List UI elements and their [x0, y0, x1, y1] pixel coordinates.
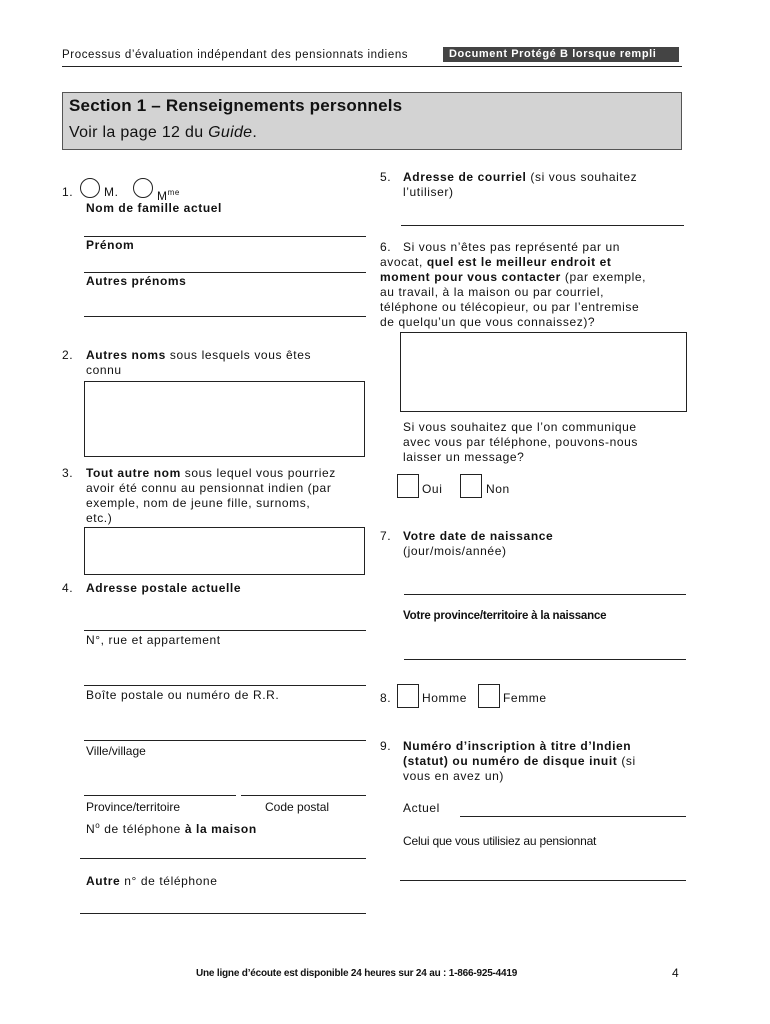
contact-preference-box[interactable] [400, 332, 687, 412]
q2-label-line2: connu [86, 363, 122, 377]
email-field[interactable] [401, 225, 684, 226]
q9-number: 9. [380, 739, 392, 753]
q5-label-line2: l’utiliser) [403, 185, 454, 199]
q6-line2: avocat, quel est le meilleur endroit et [380, 255, 612, 269]
checkbox-female[interactable] [478, 684, 500, 708]
q3-label-line3: exemple, nom de jeune fille, surnoms, [86, 496, 311, 510]
q3-number: 3. [62, 466, 74, 480]
postal-code-label: Code postal [265, 800, 330, 814]
q7-label: Votre date de naissance [403, 529, 554, 543]
q9-line1: Numéro d’inscription à titre d’Indien [403, 739, 632, 753]
birth-province-field[interactable] [404, 659, 686, 660]
q9-line2: (statut) ou numéro de disque inuit (si [403, 754, 636, 768]
postal-code-field[interactable] [241, 795, 366, 796]
q3-label-line2: avoir été connu au pensionnat indien (par [86, 481, 332, 495]
other-first-names-field[interactable] [84, 316, 366, 317]
radio-mrs[interactable] [133, 178, 153, 198]
street-field[interactable] [84, 630, 366, 631]
message-question-line1: Si vous souhaitez que l’on communique [403, 420, 637, 434]
other-phone-field[interactable] [80, 913, 366, 914]
q8-number: 8. [380, 691, 392, 705]
message-question-line3: laisser un message? [403, 450, 525, 464]
q9-line3: vous en avez un) [403, 769, 504, 783]
q5-number: 5. [380, 170, 392, 184]
city-label: Ville/village [86, 744, 146, 758]
q2-label-line1: Autres noms sous lesquels vous êtes [86, 348, 312, 362]
po-box-field[interactable] [84, 685, 366, 686]
radio-mr-label: M. [104, 185, 119, 199]
q5-label-line1: Adresse de courriel (si vous souhaitez [403, 170, 638, 184]
checkbox-no-label: Non [486, 482, 510, 496]
running-header-title: Processus d’évaluation indépendant des pensionnats indiens [62, 49, 409, 61]
checkbox-no[interactable] [460, 474, 482, 498]
q1-number: 1. [62, 185, 74, 199]
city-field[interactable] [84, 740, 366, 741]
province-field[interactable] [84, 795, 236, 796]
checkbox-yes[interactable] [397, 474, 419, 498]
section-title: Section 1 – Renseignements personnels [69, 96, 403, 115]
radio-mr[interactable] [80, 178, 100, 198]
q2-number: 2. [62, 348, 74, 362]
other-names-box[interactable] [84, 381, 365, 457]
radio-mrs-label: $M^{me}$ [157, 188, 180, 203]
page-number: 4 [672, 966, 680, 980]
province-label: Province/territoire [86, 800, 181, 814]
q7-format: (jour/mois/année) [403, 544, 507, 558]
birth-date-field[interactable] [404, 594, 686, 595]
q6-line5: téléphone ou télécopieur, ou par l’entremise [380, 300, 640, 314]
message-question-line2: avec vous par téléphone, pouvons-nous [403, 435, 639, 449]
home-phone-field[interactable] [80, 858, 366, 859]
school-number-label: Celui que vous utilisiez au pensionnat [403, 834, 597, 848]
protected-b-badge: Document Protégé B lorsque rempli [443, 47, 679, 62]
checkbox-male-label: Homme [422, 691, 468, 705]
school-names-box[interactable] [84, 527, 365, 575]
last-name-field[interactable] [84, 236, 366, 237]
q6-line3: moment pour vous contacter (par exemple, [380, 270, 647, 284]
home-phone-label: $N^o$ de téléphone à la maison [86, 821, 257, 836]
checkbox-yes-label: Oui [422, 482, 443, 496]
q6-line1: Si vous n’êtes pas représenté par un [403, 240, 621, 254]
first-name-field[interactable] [84, 272, 366, 273]
q6-line4: au travail, à la maison ou par courriel, [380, 285, 605, 299]
other-first-names-label: Autres prénoms [86, 274, 187, 288]
q7-number: 7. [380, 529, 392, 543]
current-number-field[interactable] [460, 816, 686, 817]
header-rule [62, 66, 682, 67]
po-box-label: Boîte postale ou numéro de R.R. [86, 688, 280, 702]
other-phone-label: Autre n° de téléphone [86, 874, 218, 888]
q6-number: 6. [380, 240, 392, 254]
school-number-field[interactable] [400, 880, 686, 881]
q3-label-line4: etc.) [86, 511, 113, 525]
helpline-footer: Une ligne d’écoute est disponible 24 heures sur 24 au : 1-866-925-4419 [196, 968, 518, 979]
birth-province-label: Votre province/territoire à la naissance [403, 610, 607, 622]
checkbox-male[interactable] [397, 684, 419, 708]
street-label: N°, rue et appartement [86, 633, 221, 647]
last-name-label: Nom de famille actuel [86, 201, 222, 215]
q4-label: Adresse postale actuelle [86, 581, 242, 595]
q4-number: 4. [62, 581, 74, 595]
q6-line6: de quelqu’un que vous connaissez)? [380, 315, 596, 329]
checkbox-female-label: Femme [503, 691, 547, 705]
section-subtitle: Voir la page 12 du Guide. [69, 124, 258, 141]
current-number-label: Actuel [403, 801, 440, 815]
q3-label-line1: Tout autre nom sous lequel vous pourriez [86, 466, 336, 480]
first-name-label: Prénom [86, 238, 135, 252]
